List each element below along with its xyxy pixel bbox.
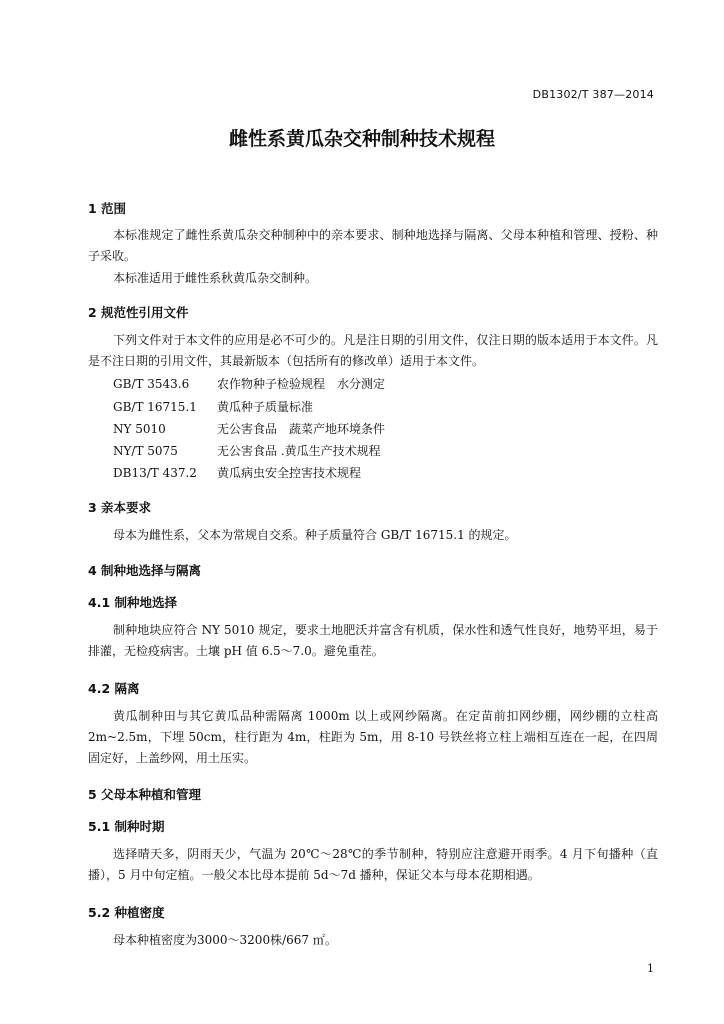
reference-item (113, 419, 385, 439)
section-5-1-heading: 5.1 制种时期 (88, 819, 165, 834)
reference-name: 无公害食品 .黄瓜生产技术规程 (217, 444, 381, 458)
reference-item (113, 463, 361, 483)
section-4-heading: 4 制种地选择与隔离 (88, 563, 202, 578)
section-5-2-heading: 5.2 种植密度 (88, 905, 165, 920)
reference-code: NY/T 5075 (113, 444, 178, 458)
reference-item (113, 441, 381, 461)
section-4-2-paragraph: 黄瓜制种田与其它黄瓜品种需隔离 1000m 以上或网纱隔离。在定苗前扣网纱棚，网纱棚的立柱高 2m~2.5m，下埋 50cm，柱行距为 4m，柱距为 5m，用 8-10 号铁丝将立柱上端相互连在一起，在四周固定好，上盖纱网，用土压实。 (88, 709, 658, 765)
reference-item (113, 397, 313, 417)
reference-name: 无公害食品 蔬菜产地环境条件 (217, 422, 386, 436)
section-1-paragraph-1: 本标准规定了雌性系黄瓜杂交种制种中的亲本要求、制种地选择与隔离、父母本种植和管理、授粉、种子采收。 (88, 228, 658, 263)
reference-code: NY 5010 (113, 422, 166, 436)
standard-code: DB1302/T 387—2014 (532, 88, 654, 101)
section-5-heading: 5 父母本种植和管理 (88, 787, 202, 802)
reference-name: 黄瓜病虫安全控害技术规程 (217, 466, 362, 480)
section-4-1-paragraph: 制种地块应符合 NY 5010 规定，要求土地肥沃并富含有机质，保水性和透气性良好，地势平坦，易于排灌，无检疫病害。土壤 pH 值 6.5～7.0。避免重茬。 (88, 623, 658, 658)
reference-name: 黄瓜种子质量标准 (217, 400, 314, 414)
section-5-1-paragraph: 选择晴天多，阴雨天少，气温为 20℃～28℃的季节制种，特别应注意避开雨季。4 月下旬播种（直播），5 月中旬定植。一般父本比母本提前 5d～7d 播种，保证父本与母本花期相遇。 (88, 847, 658, 882)
section-5-2-paragraph: 母本种植密度为3000～3200株/667 ㎡。 (113, 933, 337, 947)
section-4-1-heading: 4.1 制种地选择 (88, 595, 177, 610)
section-2-heading: 2 规范性引用文件 (88, 305, 189, 320)
reference-code: DB13/T 437.2 (113, 466, 197, 480)
reference-code: GB/T 3543.6 (113, 377, 190, 391)
document-title: 雌性系黄瓜杂交种制种技术规程 (228, 128, 495, 150)
section-2-paragraph-1: 下列文件对于本文件的应用是必不可少的。凡是注日期的引用文件，仅注日期的版本适用于本文件。凡是不注日期的引用文件，其最新版本（包括所有的修改单）适用于本文件。 (88, 333, 658, 368)
reference-item (113, 374, 385, 394)
section-3-heading: 3 亲本要求 (88, 500, 152, 515)
section-3-paragraph-1: 母本为雌性系，父本为常规自交系。种子质量符合 GB/T 16715.1 的规定。 (113, 528, 517, 542)
section-1-paragraph-2: 本标准适用于雌性系秋黄瓜杂交制种。 (113, 271, 318, 285)
section-4-2-heading: 4.2 隔离 (88, 681, 140, 696)
page-number: 1 (647, 962, 654, 975)
reference-code: GB/T 16715.1 (113, 400, 197, 414)
section-1-heading: 1 范围 (88, 201, 127, 216)
reference-name: 农作物种子检验规程 水分测定 (217, 377, 386, 391)
